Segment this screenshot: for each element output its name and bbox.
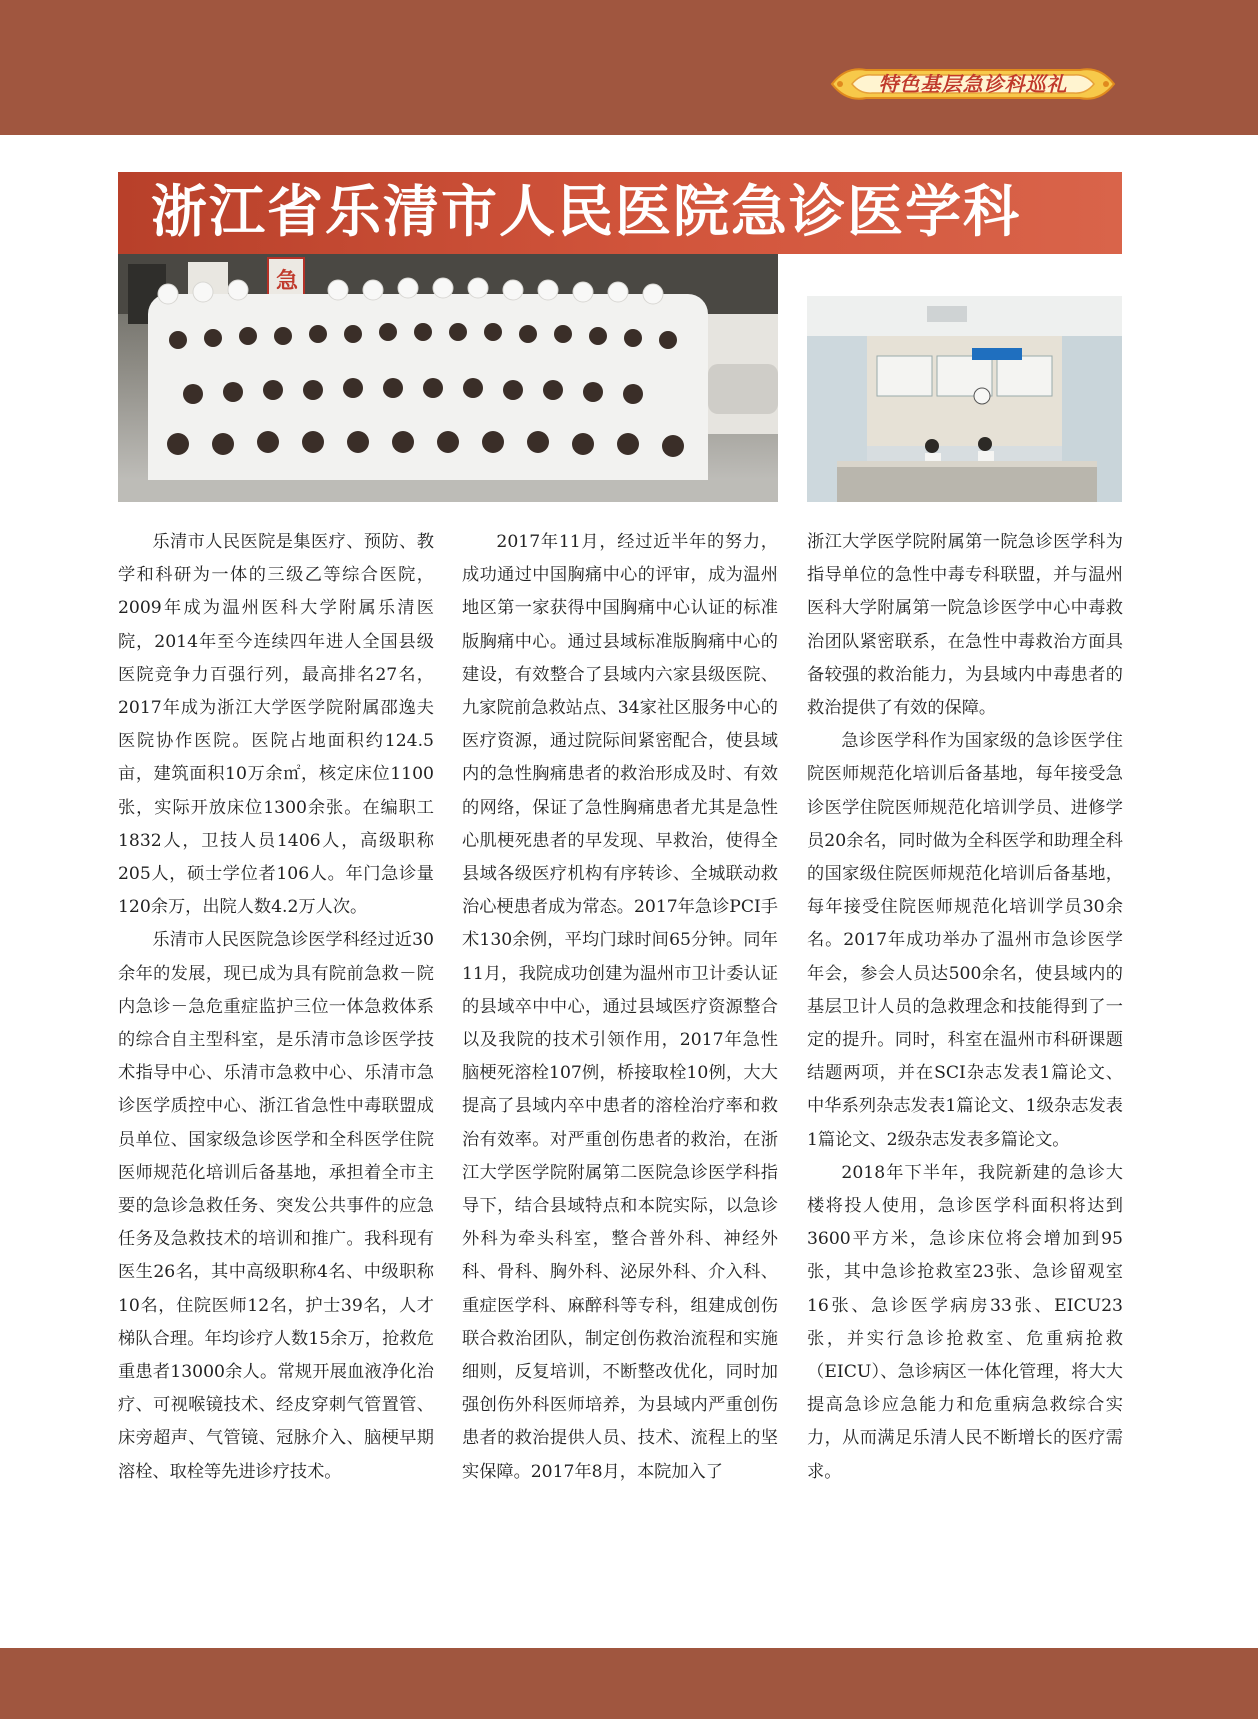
article-paragraph: 2017年11月，经过近半年的努力，成功通过中国胸痛中心的评审，成为温州地区第一家获得中国胸痛中心认证的标准版胸痛中心。通过县域标准版胸痛中心的建设，有效整合了县域内六家县级医院、九家院前急救站点、34家社区服务中心的医疗资源，通过院际间紧密配合，使县域内的急性胸痛患者的救治形成及时、有效的网络，保证了急性胸痛患者尤其是急性心肌梗死患者的早发现、早救治，使得全县域各级医疗机构有序转诊、全城联动救治心梗患者成为常态。2017年急诊PCI手术130余例，平均门球时间65分钟。同年11月，我院成功创建为温州市卫计委认证的县域卒中中心，通过县域医疗资源整合以及我院的技术引领作用，2017年急性脑梗死溶栓107例，桥接取栓10例，大大提高了县域内卒中患者的溶栓治疗率和救治有效率。对严重创伤患者的救治，在浙江大学医学院附属第二医院急诊医学科指导下，结合县域特点和本院实际，以急诊外科为牵头科室，整合普外科、神经外科、骨科、胸外科、泌尿外科、介入科、重症医学科、麻醉科等专科，组建成创伤联合救治团队，制定创伤救治流程和实施细则，反复培训，不断整改优化，同时加强创伤外科医师培养，为县域内严重创伤患者的救治提供人员、技术、流程上的坚实保障。2017年8月，本院加入了 [462, 532, 778, 1482]
article-paragraph: 浙江大学医学院附属第一院急诊医学科为指导单位的急性中毒专科联盟，并与温州医科大学附属第一院急诊医学中心中毒救治团队紧密联系，在急性中毒救治方面具备较强的救治能力，为县域内中毒患者的救治提供了有效的保障。 [807, 532, 1123, 719]
article-paragraph: 乐清市人民医院是集医疗、预防、教学和科研为一体的三级乙等综合医院，2009年成为温州医科大学附属乐清医院，2014年至今连续四年进人全国县级医院竞争力百强行列，最高排名27名，2017年成为浙江大学医学院附属邵逸夫医院协作医院。医院占地面积约124.5亩，建筑面积10万余㎡，核定床位1100张，实际开放床位1300余张。在编职工1832人，卫技人员1406人，高级职称205人，硕士学位者106人。年门急诊量120余万，出院人数4.2万人次。 [118, 532, 434, 918]
article-paragraph: 急诊医学科作为国家级的急诊医学住院医师规范化培训后备基地，每年接受急诊医学住院医师规范化培训学员、进修学员20余名，同时做为全科医学和助理全科的国家级住院医师规范化培训后备基地，每年接受住院医师规范化培训学员30余名。2017年成功举办了温州市急诊医学年会，参会人员达500余名，使县域内的基层卫计人员的急救理念和技能得到了一定的提升。同时，科室在温州市科研课题结题两项，并在SCI杂志发表1篇论文、中华系列杂志发表1篇论文、1级杂志发表1篇论文、2级杂志发表多篇论文。 [807, 731, 1123, 1150]
group-photo-sign-char1: 急 [276, 269, 299, 294]
section-badge [826, 62, 1120, 106]
er-photo-image [807, 296, 1122, 502]
footer-band [0, 1648, 1258, 1719]
article-column-1 [118, 526, 434, 1489]
article-column-3 [807, 526, 1123, 1489]
group-photo-image [118, 254, 778, 502]
article-paragraph: 乐清市人民医院急诊医学科经过近30余年的发展，现已成为具有院前急救－院内急诊－急危重症监护三位一体急救体系的综合自主型科室，是乐清市急诊医学技术指导中心、乐清市急救中心、乐清市急诊医学质控中心、浙江省急性中毒联盟成员单位、国家级急诊医学和全科医学住院医师规范化培训后备基地，承担着全市主要的急诊急救任务、突发公共事件的应急任务及急救技术的培训和推广。我科现有医生26名，其中高级职称4名、中级职称10名，住院医师12名，护士39名，人才梯队合理。年均诊疗人数15余万，抢救危重患者13000余人。常规开展血液净化治疗、可视喉镜技术、经皮穿刺气管置管、床旁超声、气管镜、冠脉介入、脑梗早期溶栓、取栓等先进诊疗技术。 [118, 930, 434, 1482]
staff-group-photo [118, 254, 778, 502]
emergency-desk-photo [807, 296, 1122, 502]
page-title: 浙江省乐清市人民医院急诊医学科 [151, 180, 1021, 245]
article-column-2 [462, 526, 778, 1489]
title-banner [118, 172, 1122, 254]
article-paragraph: 2018年下半年，我院新建的急诊大楼将投人使用，急诊医学科面积将达到3600平方米，急诊床位将会增加到95张，其中急诊抢救室23张、急诊留观室16张、急诊医学病房33张、EICU23张，并实行急诊抢救室、危重病抢救（EICU）、急诊病区一体化管理，将大大提高急诊应急能力和危重病急救综合实力，从而满足乐清人民不断增长的医疗需求。 [807, 1162, 1123, 1482]
badge-label: 特色基层急诊科巡礼 [878, 72, 1068, 96]
